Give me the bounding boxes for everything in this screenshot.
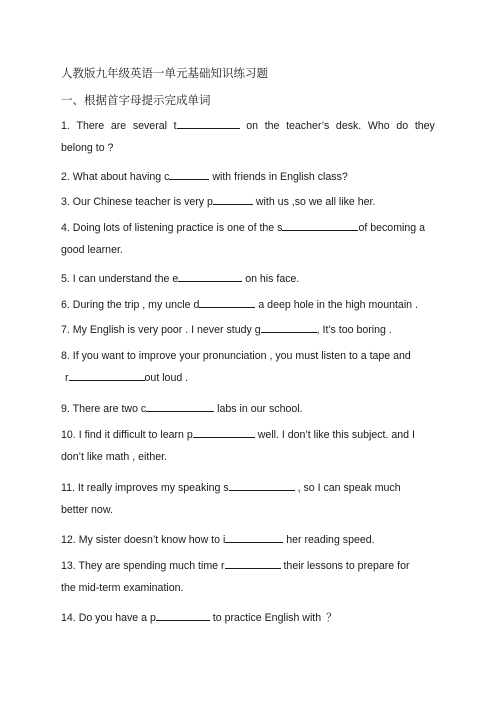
question-11 <box>61 477 435 521</box>
worksheet-title: 人教版九年级英语一单元基础知识练习题 <box>61 66 268 80</box>
question-6 <box>61 294 435 316</box>
word: are <box>110 120 127 132</box>
question-text: Do you have a p <box>78 612 156 624</box>
question-text: labs in our school. <box>217 403 303 415</box>
question-text: out loud . <box>144 372 189 384</box>
question-text: My English is very poor . I never study g <box>72 324 261 336</box>
question-2-line-1 <box>61 166 435 188</box>
question-13 <box>61 555 435 599</box>
question-12 <box>61 529 435 551</box>
answer-blank[interactable] <box>178 269 242 282</box>
word: Who <box>367 120 390 132</box>
question-3 <box>61 191 435 213</box>
question-number: 4. <box>61 222 70 234</box>
answer-blank[interactable] <box>261 320 317 333</box>
question-6-line-1 <box>61 294 435 316</box>
question-13-line-1 <box>61 555 435 577</box>
question-text: on his face. <box>245 273 300 285</box>
answer-blank[interactable] <box>199 295 255 308</box>
question-12-line-1 <box>61 529 435 551</box>
question-4 <box>61 217 435 261</box>
question-number: 9. <box>61 403 70 415</box>
question-text: , so I can speak much <box>297 482 401 494</box>
answer-blank[interactable] <box>193 425 255 438</box>
question-10 <box>61 424 435 468</box>
word: several <box>132 120 167 132</box>
question-number: 1. <box>61 120 70 132</box>
question-2 <box>61 166 435 188</box>
question-8-line-2 <box>61 367 435 389</box>
question-text: their lessons to prepare for <box>283 560 410 572</box>
word: on <box>246 120 259 132</box>
question-text: , It’s too boring . <box>316 324 392 336</box>
question-text: of becoming a <box>358 222 425 234</box>
hint-letter: r <box>65 372 69 384</box>
question-number: 5. <box>61 273 70 285</box>
answer-blank[interactable] <box>169 167 209 180</box>
question-text: I find it difficult to learn p <box>78 429 193 441</box>
answer-blank[interactable] <box>156 608 210 621</box>
question-text: a deep hole in the high mountain . <box>258 299 418 311</box>
question-number: 12. <box>61 534 76 546</box>
question-number: 8. <box>61 350 70 362</box>
question-text: Doing lots of listening practice is one of the s <box>72 222 283 234</box>
question-text: I can understand the e <box>72 273 179 285</box>
word: There <box>76 120 105 132</box>
hint-letter: t <box>173 120 177 132</box>
question-5 <box>61 268 435 290</box>
question-1 <box>61 115 435 159</box>
question-number: 14. <box>61 612 76 624</box>
question-8-line-1 <box>61 345 435 367</box>
word: they <box>414 120 435 132</box>
word-with-blank <box>174 115 240 137</box>
word: desk. <box>335 120 362 132</box>
question-number: 13. <box>61 560 76 572</box>
question-number: 2. <box>61 171 70 183</box>
question-4-line-2: good learner. <box>61 244 123 256</box>
question-1-line-1 <box>61 115 435 137</box>
question-13-line-2: the mid-term examination. <box>61 582 184 594</box>
question-10-line-2: don’t like math , either. <box>61 451 167 463</box>
question-number: 7. <box>61 324 70 336</box>
word: the <box>264 120 280 132</box>
section-heading: 一、根据首字母提示完成单词 <box>61 93 211 107</box>
question-14 <box>61 607 435 629</box>
answer-blank[interactable] <box>225 556 281 569</box>
question-7-line-1 <box>61 319 435 341</box>
question-4-line-1 <box>61 217 435 239</box>
answer-blank[interactable] <box>69 368 145 381</box>
question-mark: ？ <box>326 612 337 624</box>
answer-blank[interactable] <box>225 530 283 543</box>
question-14-line-1 <box>61 607 435 629</box>
word: teacher’s <box>286 120 330 132</box>
question-5-line-1 <box>61 268 435 290</box>
answer-blank[interactable] <box>213 192 253 205</box>
question-text: with friends in English class? <box>212 171 348 183</box>
question-text: her reading speed. <box>286 534 375 546</box>
answer-blank[interactable] <box>229 478 295 491</box>
question-text: During the trip , my uncle d <box>72 299 200 311</box>
question-10-line-1 <box>61 424 435 446</box>
question-8 <box>61 345 435 389</box>
question-text: to practice English with <box>212 612 322 624</box>
question-number: 10. <box>61 429 76 441</box>
question-text: My sister doesn’t know how to i <box>78 534 226 546</box>
question-text: with us ,so we all like her. <box>255 196 376 208</box>
question-number: 3. <box>61 196 70 208</box>
question-text: What about having c <box>72 171 170 183</box>
question-text: They are spending much time r <box>78 560 225 572</box>
question-text: Our Chinese teacher is very p <box>72 196 213 208</box>
answer-blank[interactable] <box>177 116 240 129</box>
question-9 <box>61 398 435 420</box>
word: do <box>396 120 409 132</box>
answer-blank[interactable] <box>146 399 214 412</box>
answer-blank[interactable] <box>282 218 358 231</box>
question-text: If you want to improve your pronunciation , you must listen to a tape and <box>72 350 411 362</box>
question-text: There are two c <box>72 403 147 415</box>
question-text: It really improves my speaking s <box>77 482 229 494</box>
question-9-line-1 <box>61 398 435 420</box>
question-number: 11. <box>61 482 75 494</box>
question-11-line-1 <box>61 477 435 499</box>
question-11-line-2: better now. <box>61 504 113 516</box>
question-text: well. I don’t like this subject. and I <box>257 429 415 441</box>
question-3-line-1 <box>61 191 435 213</box>
question-7 <box>61 319 435 341</box>
question-number: 6. <box>61 299 70 311</box>
question-1-line-2: belong to ? <box>61 142 114 154</box>
